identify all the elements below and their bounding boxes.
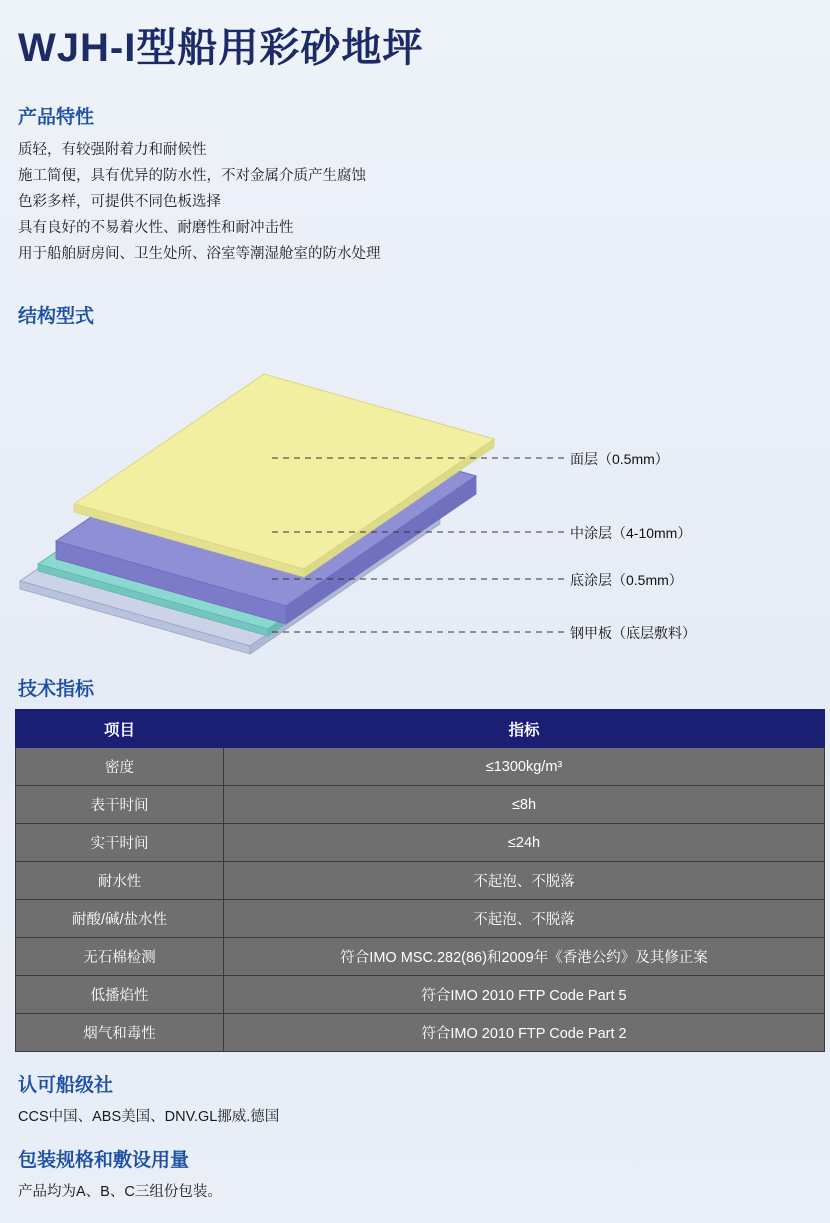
table-cell-item: 实干时间: [16, 824, 224, 862]
layer-label-deck: 钢甲板（底层敷料）: [570, 625, 696, 641]
table-cell-value: 不起泡、不脱落: [224, 900, 825, 938]
packaging-heading: 包装规格和敷设用量: [18, 1150, 190, 1171]
structure-section: [10, 301, 820, 656]
table-header-item: 项目: [16, 710, 224, 748]
table-row: [16, 1014, 825, 1052]
layer-label-top: 面层（0.5mm）: [570, 451, 669, 467]
table-cell-item: 耐水性: [16, 862, 224, 900]
table-cell-item: 烟气和毒性: [16, 1014, 224, 1052]
tech-heading: 技术指标: [18, 679, 95, 700]
layer-stack-svg: [10, 336, 820, 656]
table-row: [16, 786, 825, 824]
packaging-section: [10, 1145, 820, 1204]
feature-item: 具有良好的不易着火性、耐磨性和耐冲击性: [18, 220, 294, 236]
table-cell-value: 不起泡、不脱落: [224, 862, 825, 900]
table-cell-value: 符合IMO 2010 FTP Code Part 2: [224, 1014, 825, 1052]
table-cell-item: 耐酸/碱/盐水性: [16, 900, 224, 938]
features-heading: 产品特性: [18, 107, 95, 128]
feature-item: 用于船舶厨房间、卫生处所、浴室等潮湿舱室的防水处理: [18, 246, 381, 262]
structure-heading: 结构型式: [18, 306, 95, 327]
table-row: [16, 976, 825, 1014]
feature-item: 色彩多样，可提供不同色板选择: [18, 194, 221, 210]
page-title: WJH-I型船用彩砂地坪: [18, 26, 424, 70]
features-section: [10, 102, 820, 267]
packaging-text: 产品均为A、B、C三组份包装。: [18, 1184, 222, 1200]
table-cell-item: 表干时间: [16, 786, 224, 824]
tech-section: [10, 674, 820, 1052]
table-cell-value: 符合IMO 2010 FTP Code Part 5: [224, 976, 825, 1014]
table-cell-value: ≤8h: [224, 786, 825, 824]
tech-table: [15, 709, 825, 1052]
table-row: [16, 748, 825, 786]
layer-label-middle: 中涂层（4-10mm）: [570, 525, 692, 541]
table-cell-value: 符合IMO MSC.282(86)和2009年《香港公约》及其修正案: [224, 938, 825, 976]
table-cell-value: ≤24h: [224, 824, 825, 862]
layer-label-primer: 底涂层（0.5mm）: [570, 572, 683, 588]
table-cell-item: 无石棉检测: [16, 938, 224, 976]
approval-section: [10, 1070, 820, 1129]
approval-text: CCS中国、ABS美国、DNV.GL挪威.德国: [18, 1109, 280, 1125]
table-row: [16, 862, 825, 900]
feature-item: 质轻，有较强附着力和耐候性: [18, 142, 207, 158]
table-header-row: [16, 710, 825, 748]
table-header-value: 指标: [224, 710, 825, 748]
feature-item: 施工简便，具有优异的防水性，不对金属介质产生腐蚀: [18, 168, 366, 184]
approval-heading: 认可船级社: [18, 1075, 114, 1096]
table-cell-item: 低播焰性: [16, 976, 224, 1014]
table-cell-item: 密度: [16, 748, 224, 786]
table-row: [16, 824, 825, 862]
table-row: [16, 900, 825, 938]
table-row: [16, 938, 825, 976]
table-cell-value: ≤1300kg/m³: [224, 748, 825, 786]
structure-diagram: [10, 336, 820, 656]
